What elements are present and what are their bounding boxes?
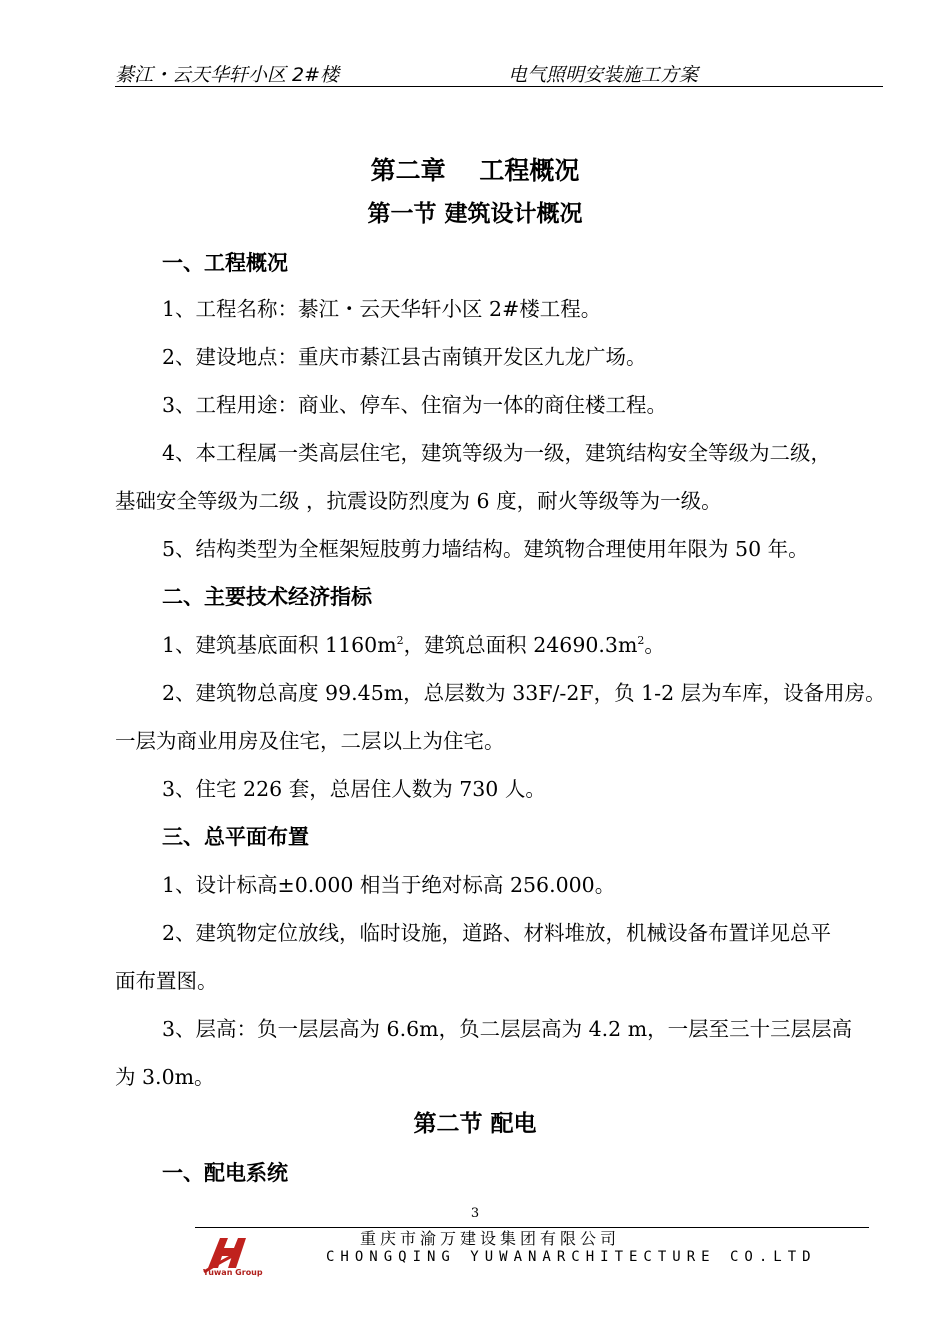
paragraph-building-height-line2: 一层为商业用房及住宅，二层以上为住宅。 (115, 729, 505, 753)
footer-company-chinese: 重庆市渝万建设集团有限公司 (360, 1229, 621, 1248)
heading-distribution-system: 一、配电系统 (162, 1161, 288, 1185)
paragraph-layout-line1: 2、建筑物定位放线，临时设施，道路、材料堆放，机械设备布置详见总平 (162, 921, 832, 945)
paragraph-floor-height-line2: 为 3.0m。 (115, 1065, 215, 1089)
heading-project-overview: 一、工程概况 (162, 251, 288, 275)
footer-company-english: CHONGQING YUWANARCHITECTURE CO.LTD (326, 1249, 817, 1265)
header-project-name: 綦江・云天华轩小区 2#楼 (115, 64, 340, 86)
paragraph-building-class-line2: 基础安全等级为二级 ，抗震设防烈度为 6 度，耐火等级等为一级。 (115, 489, 722, 513)
paragraph-site-location: 2、建设地点：重庆市綦江县古南镇开发区九龙广场。 (162, 345, 647, 369)
paragraph-layout-line2: 面布置图。 (115, 969, 218, 993)
header-document-title: 电气照明安装施工方案 (508, 64, 699, 86)
page-number: 3 (470, 1206, 480, 1221)
logo-text: Yuwan Group (203, 1268, 263, 1277)
paragraph-residents: 3、住宅 226 套，总居住人数为 730 人。 (162, 777, 546, 801)
heading-technical-indicators: 二、主要技术经济指标 (162, 585, 372, 609)
paragraph-elevation: 1、设计标高±0.000 相当于绝对标高 256.000。 (162, 873, 616, 897)
paragraph-floor-area: 1、建筑基底面积 $1160m^2$，建筑总面积 $24690.3m^2$。 (162, 633, 665, 657)
chapter-title: 第二章 工程概况 (370, 156, 580, 185)
paragraph-building-height-line1: 2、建筑物总高度 99.45m，总层数为 33F/-2F，负 1-2 层为车库，设备用房。 (162, 681, 886, 705)
paragraph-structure-type: 5、结构类型为全框架短肢剪力墙结构。建筑物合理使用年限为 50 年。 (162, 537, 809, 561)
paragraph-project-name: 1、工程名称：綦江・云天华轩小区 2#楼工程。 (162, 297, 602, 321)
paragraph-project-use: 3、工程用途：商业、停车、住宿为一体的商住楼工程。 (162, 393, 668, 417)
paragraph-building-class-line1: 4、本工程属一类高层住宅，建筑等级为一级，建筑结构安全等级为二级， (162, 441, 832, 465)
section-title-architecture: 第一节 建筑设计概况 (367, 201, 583, 227)
heading-site-plan: 三、总平面布置 (162, 825, 309, 849)
header-rule (115, 86, 883, 87)
paragraph-floor-height-line1: 3、层高：负一层层高为 6.6m，负二层层高为 4.2 m，一层至三十三层层高 (162, 1017, 853, 1041)
section-title-power-distribution: 第二节 配电 (413, 1111, 537, 1137)
